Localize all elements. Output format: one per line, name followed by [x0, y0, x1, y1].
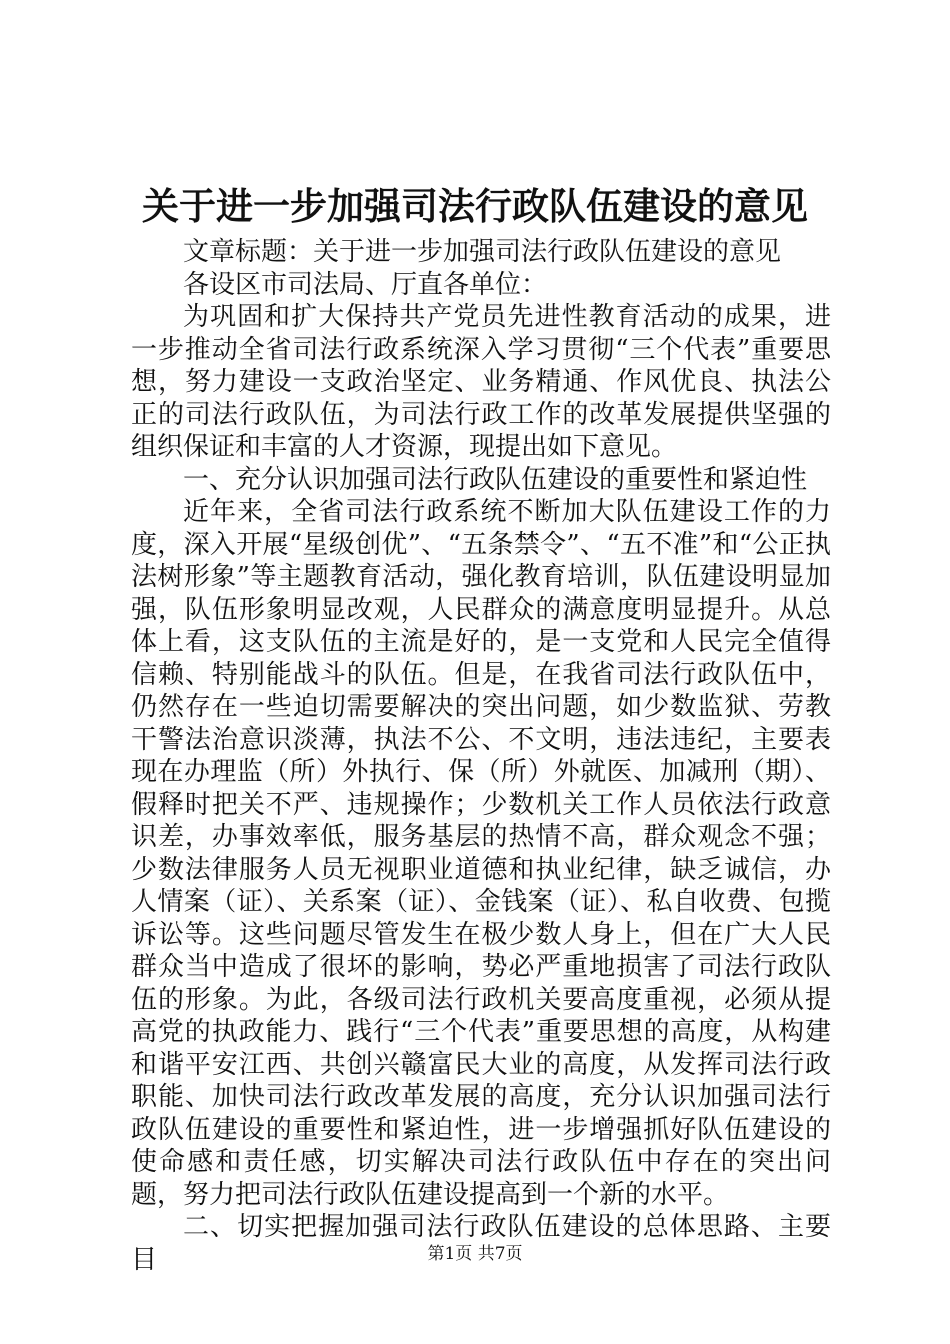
document-body [131, 236, 831, 1276]
intro-paragraph: 为巩固和扩大保持共产党员先进性教育活动的成果，进一步推动全省司法行政系统深入学习贯彻“三个代表”重要思想，努力建设一支政治坚定、业务精通、作风优良、执法公正的司法行政队伍，为司法行政工作的改革发展提供坚强的组织保证和丰富的人才资源，现提出如下意见。 [131, 302, 831, 462]
document-title: 关于进一步加强司法行政队伍建设的意见 [142, 184, 808, 228]
salutation: 各设区市司法局、厅直各单位： [183, 269, 548, 300]
page-number: 第1页 共7页 [427, 1244, 523, 1264]
section-heading-2: 二、切实把握加强司法行政队伍建设的总体思路、主要目 [131, 1212, 831, 1275]
section-heading-1: 一、充分认识加强司法行政队伍建设的重要性和紧迫性 [183, 464, 808, 495]
section-1-paragraph: 近年来，全省司法行政系统不断加大队伍建设工作的力度，深入开展“星级创优”、“五条禁令”、“五不准”和“公正执法树形象”等主题教育活动，强化教育培训，队伍建设明显加强，队伍形象明显改观，人民群众的满意度明显提升。从总体上看，这支队伍的主流是好的，是一支党和人民完全值得信赖、特别能战斗的队伍。但是，在我省司法行政队伍中，仍然存在一些迫切需要解决的突出问题，如少数监狱、劳教干警法治意识淡薄，执法不公、不文明，违法违纪，主要表现在办理监（所）外执行、保（所）外就医、加减刑（期）、假释时把关不严、违规操作；少数机关工作人员依法行政意识差，办事效率低，服务基层的热情不高，群众观念不强；少数法律服务人员无视职业道德和执业纪律，缺乏诚信，办人情案（证）、关系案（证）、金钱案（证）、私自收费、包揽诉讼等。这些问题尽管发生在极少数人身上，但在广大人民群众当中造成了很坏的影响，势必严重地损害了司法行政队伍的形象。为此，各级司法行政机关要高度重视，必须从提高党的执政能力、践行“三个代表”重要思想的高度，从构建和谐平安江西、共创兴赣富民大业的高度，从发挥司法行政职能、加快司法行政改革发展的高度，充分认识加强司法行政队伍建设的重要性和紧迫性，进一步增强抓好队伍建设的使命感和责任感，切实解决司法行政队伍中存在的突出问题，努力把司法行政队伍建设提高到一个新的水平。 [131, 497, 831, 1210]
article-title-line: 文章标题：关于进一步加强司法行政队伍建设的意见 [183, 237, 782, 267]
